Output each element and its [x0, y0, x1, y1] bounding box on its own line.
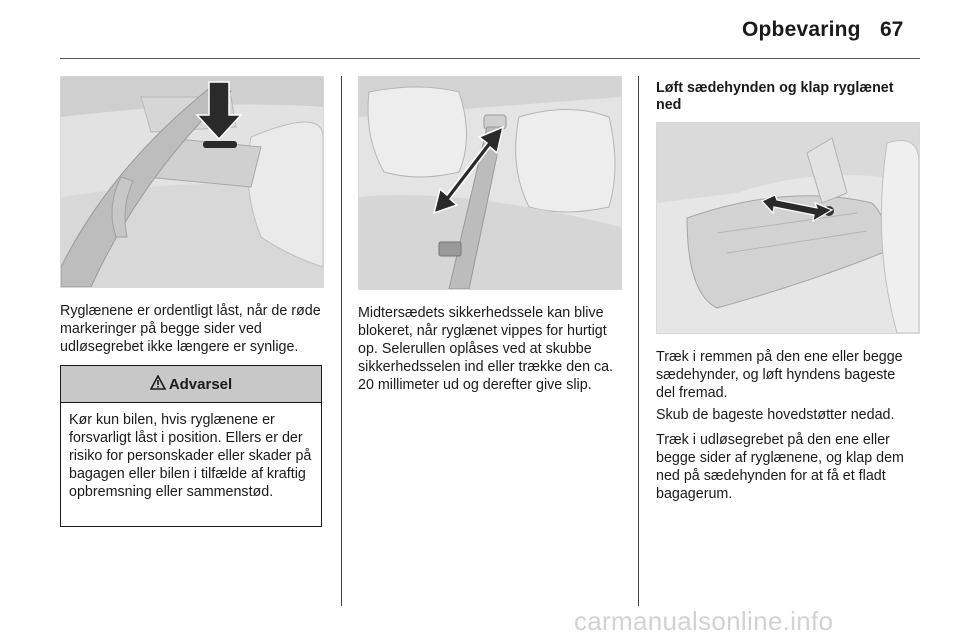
seatbelt-release-figure: [60, 76, 324, 288]
section-heading: Løft sædehynden og klap ryglænet ned: [656, 80, 894, 113]
center-seatbelt-figure: [358, 76, 622, 290]
warning-triangle-icon: [150, 375, 166, 394]
seatbelt-release-arrow-illustration: [61, 77, 323, 287]
page-title: Opbevaring: [742, 18, 861, 41]
column-divider-right: [638, 76, 639, 606]
warning-text: Kør kun bilen, hvis ryglænene er forsvarligt låst i position. Ellers er der risiko for personskader eller skader på bagagen eller bilen i tilfælde af kraftig opbremsning eller sammenstød.: [69, 412, 312, 500]
header-divider: [60, 58, 920, 59]
center-seatbelt-adjust-illustration: [359, 77, 621, 289]
center-belt-paragraph: Midtersædets sikkerhedssele kan blive blokeret, når ryglænet vippes for hurtigt op. Selerullen oplåses ved at skubbe sikkerhedsselen ind eller trække den ca. 20 millimeter ud og derefter give slip.: [358, 305, 614, 393]
headrest-paragraph: Skub de bageste hovedstøtter nedad.: [656, 407, 895, 423]
watermark: carmanualsonline.info: [574, 606, 834, 636]
page-number: 67: [880, 18, 904, 41]
fold-backrest-paragraph: Træk i udløsegrebet på den ene eller begge sider af ryglænene, og klap dem ned på sædehynden for at få et fladt bagagerum.: [656, 432, 904, 502]
warning-title: Advarsel: [168, 375, 233, 393]
column-divider-left: [341, 76, 342, 606]
seat-cushion-figure: [656, 122, 920, 334]
lift-cushion-paragraph: Træk i remmen på den ene eller begge sædehynder, og løft hyndens bageste del fremad.: [656, 349, 903, 401]
seat-cushion-lift-illustration: [657, 123, 919, 333]
warning-header: [61, 366, 321, 403]
warning-box: [60, 365, 322, 527]
release-lever-paragraph: Ryglænene er ordentligt låst, når de røde markeringer på begge sider ved udløsegrebet ikke længere er synlige.: [60, 303, 321, 355]
